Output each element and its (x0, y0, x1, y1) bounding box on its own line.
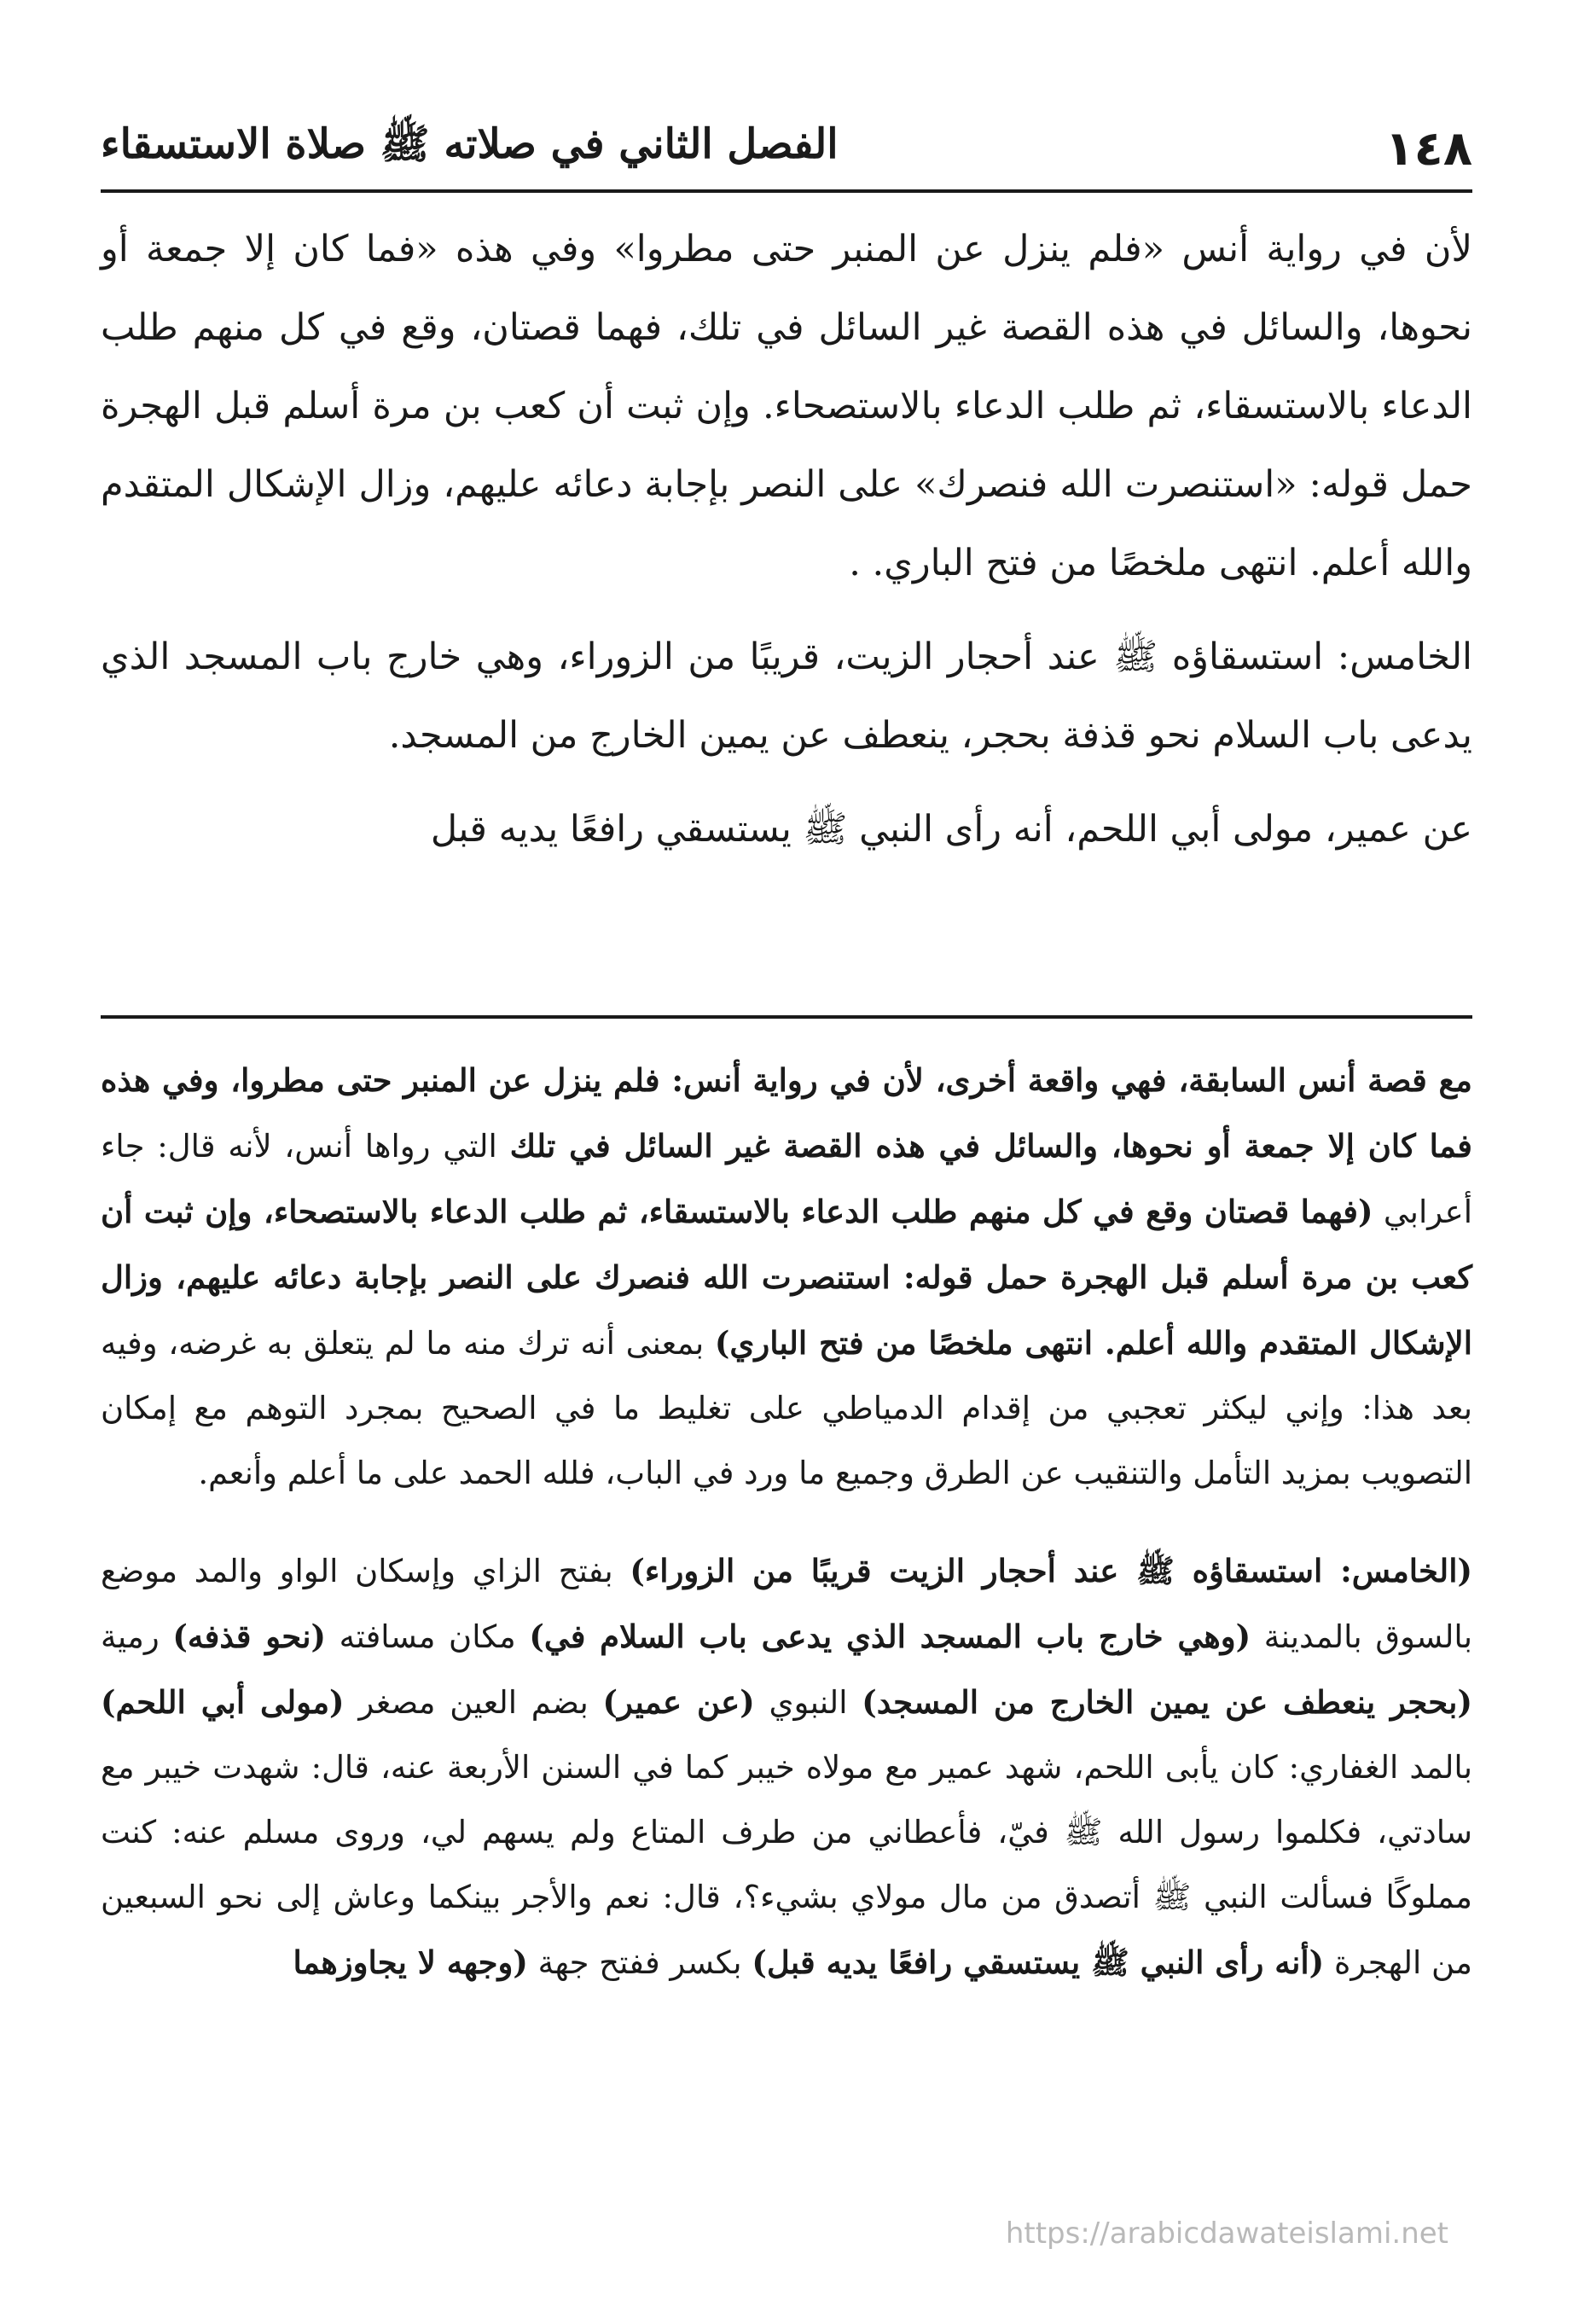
quoted-text: (الخامس: استسقاؤه ﷺ عند أحجار الزيت قريبًا من الزوراء) (630, 1552, 1472, 1589)
quoted-text: (أنه رأى النبي ﷺ يستسقي رافعًا يديه قبل) (752, 1943, 1325, 1981)
commentary-text: رمية (101, 1618, 173, 1655)
source-watermark: https://arabicdawateislami.net (1005, 2217, 1448, 2251)
running-title: الفصل الثاني في صلاته ﷺ صلاة الاستسقاء (101, 119, 839, 168)
main-paragraph: عن عمير، مولى أبي اللحم، أنه رأى النبي ﷺ يستسقي رافعًا يديه قبل (430, 808, 1472, 851)
quoted-text: (وجهه لا يجاوزهما (293, 1943, 528, 1981)
commentary-paragraph (101, 1538, 1472, 1996)
quoted-text: مع قصة أنس السابقة، فهي واقعة أخرى، لأن في رواية أنس: فلم ينزل عن المنبر حتى مطروا، وفي هذه فما كان إلا جمعة أو نحوها، والسائل في هذه القصة غير السائل في تلك (101, 1061, 1472, 1165)
commentary-text: بضم العين مصغر (344, 1684, 603, 1721)
header-rule (101, 189, 1472, 193)
commentary-text: بمعنى أنه ترك منه ما لم يتعلق به غرضه، وفيه بعد هذا: وإني ليكثر تعجبي من إقدام الدمياطي على تغليط ما في الصحيح بمجرد التوهم مع إمكان التصويب بمزيد التأمل والتنقيب عن الطرق وجميع ما ورد في الباب، فلله الحمد على ما أعلم وأنعم. (101, 1325, 1472, 1491)
commentary-text: بالمد الغفاري: كان يأبى اللحم، شهد عمير مع مولاه خيبر كما في السنن الأربعة عنه، قال: شهدت خيبر مع سادتي، فكلموا رسول الله ﷺ فيّ، فأعطاني من طرف المتاع ولم يسهم لي، وروى مسلم عنه: كنت مملوكًا فسألت النبي ﷺ أتصدق من مال مولاي بشيء؟، قال: نعم والأجر بينكما وعاش إلى نحو السبعين من الهجرة (101, 1749, 1472, 1981)
footnote-rule (101, 1015, 1472, 1019)
main-paragraph: لأن في رواية أنس «فلم ينزل عن المنبر حتى مطروا» وفي هذه «فما كان إلا جمعة أو نحوها، والسائل في هذه القصة غير السائل في تلك، فهما قصتان، وقع في كل منهم طلب الدعاء بالاستسقاء، ثم طلب الدعاء بالاستصحاء. وإن ثبت أن كعب بن مرة أسلم قبل الهجرة حمل قوله: «استنصرت الله فنصرك» على النصر بإجابة دعائه عليهم، وزال الإشكال المتقدم والله أعلم. انتهى ملخصًا من فتح الباري. . (101, 228, 1472, 584)
commentary-text: النبوي (754, 1684, 862, 1721)
quoted-text: (فهما قصتان وقع في كل منهم طلب الدعاء بالاستسقاء، ثم طلب الدعاء بالاستصحاء، وإن ثبت أن كعب بن مرة أسلم قبل الهجرة حمل قوله: استنصرت الله فنصرك على النصر بإجابة دعائه عليهم، وزال الإشكال المتقدم والله أعلم. انتهى ملخصًا من فتح الباري) (101, 1193, 1472, 1362)
page-header (101, 109, 1472, 188)
quoted-text: (بحجر ينعطف عن يمين الخارج من المسجد) (862, 1683, 1472, 1721)
quoted-text: (نحو قذفه) (172, 1618, 326, 1655)
quoted-text: (وهي خارج باب المسجد الذي يدعى باب السلام في) (529, 1618, 1251, 1655)
commentary-text: التي رواها أنس، لأنه قال: جاء أعرابي (101, 1128, 1473, 1230)
commentary-text: مكان مسافته (326, 1618, 530, 1655)
commentary-text: بكسر ففتح جهة (527, 1944, 752, 1981)
commentary-text: بفتح الزاي وإسكان الواو والمد موضع بالسوق بالمدينة (101, 1553, 1472, 1655)
main-text (101, 210, 1472, 869)
quoted-text: (عن عمير) (602, 1683, 755, 1721)
main-paragraph: الخامس: استسقاؤه ﷺ عند أحجار الزيت، قريبًا من الزوراء، وهي خارج باب المسجد الذي يدعى باب السلام نحو قذفة بحجر، ينعطف عن يمين الخارج من المسجد. (101, 636, 1472, 757)
quoted-text: (مولى أبي اللحم) (101, 1683, 345, 1721)
commentary (101, 1048, 1472, 1996)
commentary-paragraph (101, 1048, 1472, 1506)
page-number: ١٤٨ (1384, 120, 1472, 177)
